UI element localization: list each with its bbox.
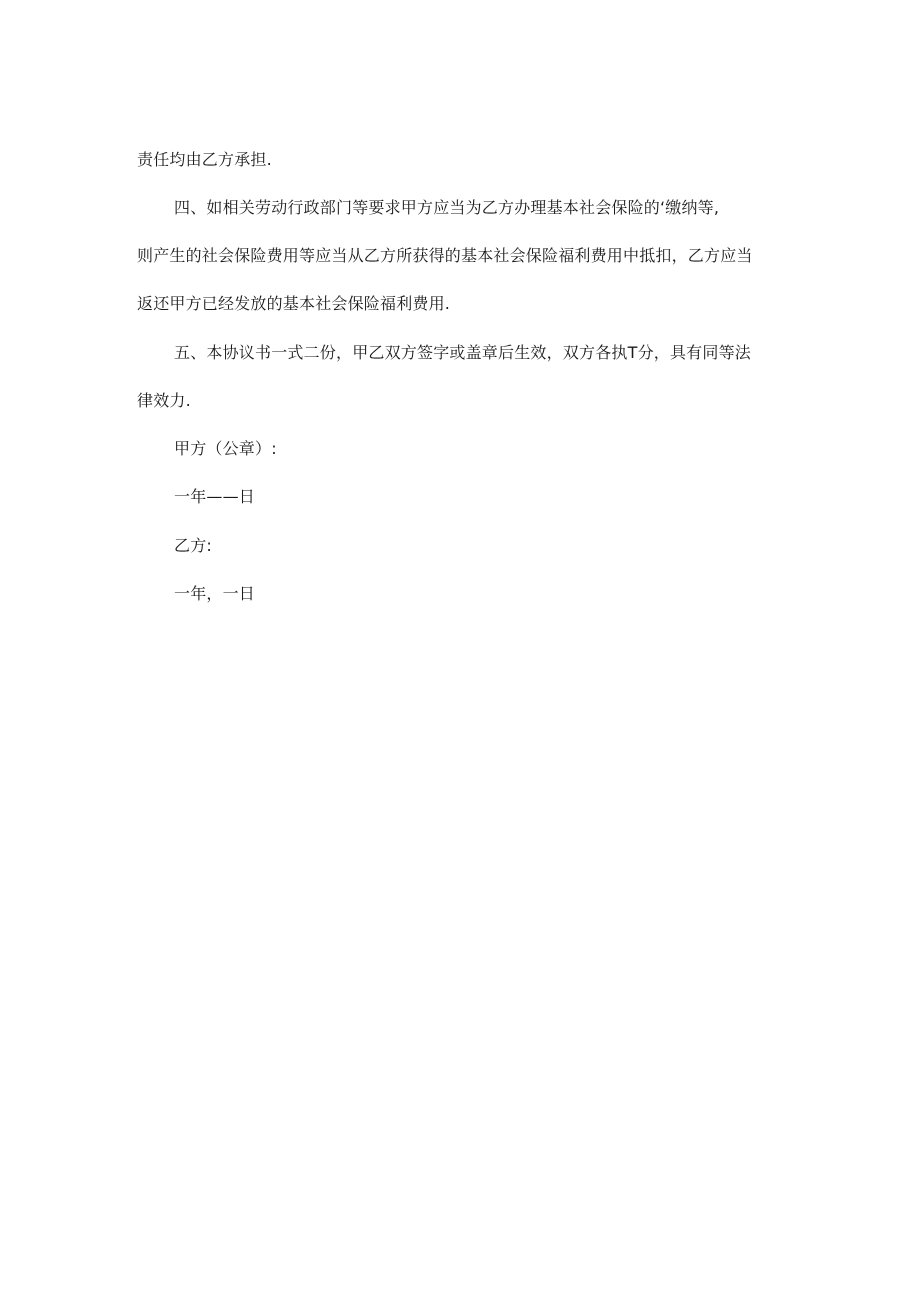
party-a-date-line: 一年——日 (174, 487, 256, 506)
clause-four-line-2: 则产生的社会保险费用等应当从乙方所获得的基本社会保险福利费用中抵扣，乙方应当 (137, 246, 753, 265)
clause-five-line-1: 五、本协议书一式二份，甲乙双方签字或盖章后生效，双方各执T分，具有同等法 (174, 343, 751, 362)
paragraph-line-1: 责任均由乙方承担. (137, 150, 272, 169)
clause-four-line-3: 返还甲方已经发放的基本社会保险福利费用. (137, 294, 451, 313)
clause-five-line-2: 律效力. (137, 391, 191, 410)
party-b-date-line: 一年，一日 (174, 584, 256, 603)
clause-four-line-1: 四、如相关劳动行政部门等要求甲方应当为乙方办理基本社会保险的‘缴纳等, (174, 198, 720, 217)
party-b-label: 乙方: (174, 536, 212, 555)
party-a-seal-label: 甲方（公章）: (174, 439, 277, 458)
